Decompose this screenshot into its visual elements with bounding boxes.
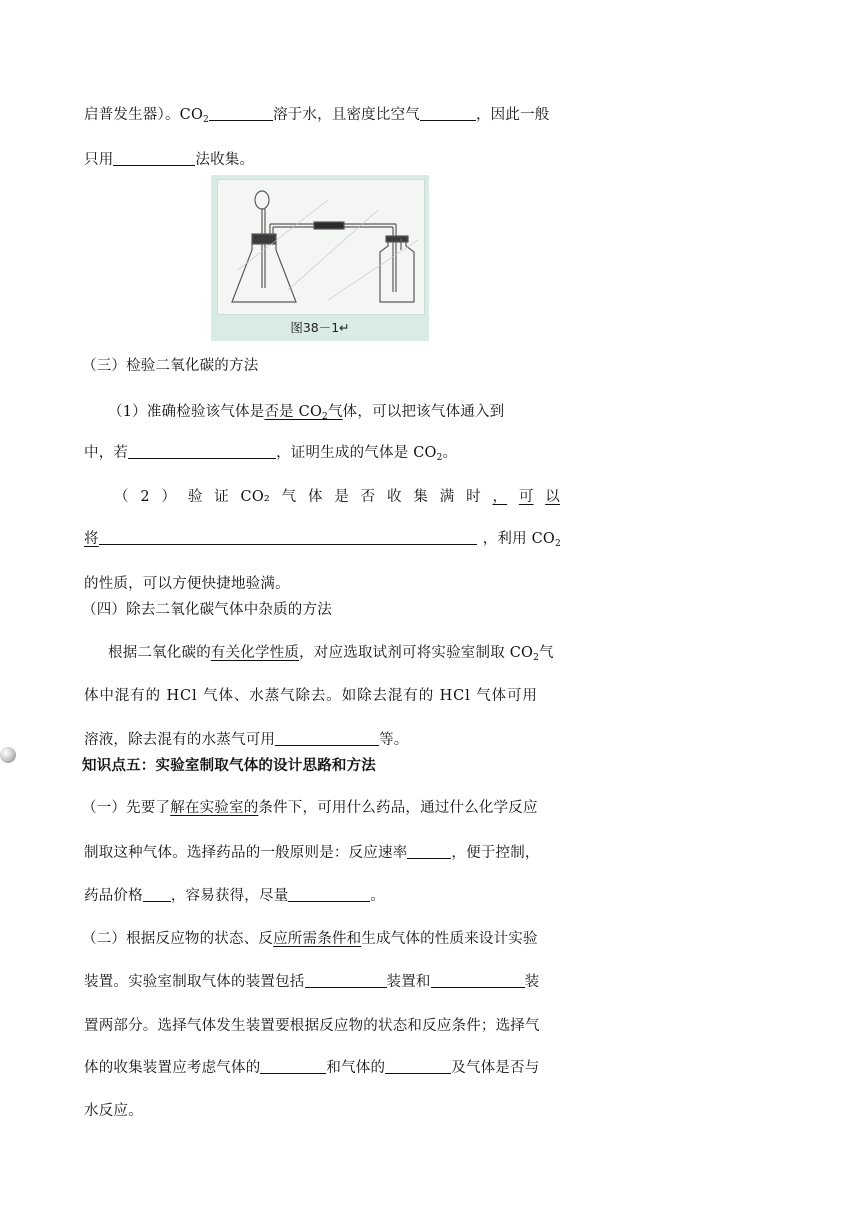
text-span: 。 <box>442 445 458 461</box>
text-line <box>84 105 560 130</box>
section-title: 知识点五：实验室制取气体的设计思路和方法 <box>82 757 376 774</box>
char: 气 <box>281 489 297 505</box>
text-span: ，因此一般 <box>475 107 550 123</box>
fill-blank[interactable] <box>275 731 379 746</box>
subscript: 2 <box>555 539 561 549</box>
text-line: 置两部分。选择气体发生装置要根据反应物的状态和反应条件；选择气 <box>84 1018 540 1034</box>
figure-image <box>217 179 425 315</box>
fill-blank[interactable] <box>113 151 195 166</box>
fill-blank[interactable] <box>431 973 525 988</box>
char: ） <box>161 489 177 505</box>
text-span: 只用 <box>84 152 114 168</box>
subscript: 2 <box>203 115 209 125</box>
fill-blank[interactable] <box>288 887 370 902</box>
text-line <box>84 730 560 750</box>
text-span: 等。 <box>379 732 409 748</box>
char: （ <box>114 489 129 505</box>
fill-blank[interactable] <box>305 973 387 988</box>
text-span: 体的收集装置应考虑气体的 <box>84 1060 261 1076</box>
text-span: 装置。实验室制取气体的装置包括 <box>84 974 305 990</box>
text-span: 生成气体的性质来设计实验 <box>361 931 538 947</box>
char: 证 <box>214 489 229 505</box>
text-line <box>108 643 560 668</box>
text-span: 溶液，除去混有的水蒸气可用 <box>84 732 276 748</box>
char: 否 <box>360 489 376 505</box>
text-line <box>108 402 560 427</box>
text-span: （1）准确检验该气体是 <box>108 404 265 420</box>
text-span: 。 <box>370 888 386 904</box>
text-span: 制取这种气体。选择药品的一般原则是：反应速率 <box>84 845 408 861</box>
fill-blank[interactable] <box>209 106 273 121</box>
text-span: 启普发生器）。CO <box>84 107 204 123</box>
fill-blank[interactable] <box>420 106 476 121</box>
text-line <box>84 1058 560 1078</box>
char: 2 <box>140 489 150 505</box>
char: 满 <box>439 489 455 505</box>
char: 集 <box>413 489 429 505</box>
text-span: 法收集。 <box>195 152 255 168</box>
text-line <box>84 443 560 468</box>
text-line: 水反应。 <box>84 1103 143 1119</box>
gas-apparatus-illustration <box>218 180 424 314</box>
underlined-text: 有关化学性质 <box>210 645 300 661</box>
underlined-text: 否是 $CO_2$气 <box>264 404 343 422</box>
fill-blank[interactable] <box>143 887 171 902</box>
text-span: ，容易获得，尽量 <box>170 888 289 904</box>
fill-blank[interactable] <box>385 1059 451 1074</box>
fill-blank[interactable] <box>128 444 276 459</box>
text-span: （一）先要了 <box>82 800 171 816</box>
text-span: 装置和 <box>386 974 431 990</box>
fill-blank[interactable] <box>260 1059 326 1074</box>
subscript: 2 <box>436 453 443 463</box>
char: 验 <box>187 489 203 505</box>
fill-blank[interactable] <box>407 844 451 859</box>
char: 体 <box>307 489 323 505</box>
text-line <box>84 529 560 554</box>
char: 以 <box>545 489 560 505</box>
text-span: ，利用 CO <box>482 531 555 547</box>
text-span: 装 <box>524 974 540 990</box>
char: 可 <box>518 489 534 505</box>
text-line <box>84 972 560 992</box>
figure-caption: 图38－1↵ <box>290 320 350 335</box>
text-line: 体中混有的 HCl 气体、水蒸气除去。如除去混有的 HCl 气体可用 <box>84 688 538 704</box>
text-span: 条件下，可用什么药品，通过什么化学反应 <box>258 800 538 816</box>
text-span: ，证明生成的气体是 CO <box>276 445 437 461</box>
underlined-text: 应所需条件和 <box>273 931 362 947</box>
section-title: （四）除去二氧化碳气体中杂质的方法 <box>82 602 332 618</box>
text-span: 溶于水，且密度比空气 <box>272 107 420 123</box>
margin-bullet-icon <box>0 747 16 763</box>
text-line: 的性质，可以方便快捷地验满。 <box>84 576 290 592</box>
text-span: （二）根据反应物的状态、反 <box>82 931 274 947</box>
text-line <box>84 886 560 906</box>
text-line <box>84 843 560 863</box>
text-span: ，对应选取试剂可将实验室制取 CO <box>299 645 534 661</box>
spaced-text-line <box>114 487 560 507</box>
text-span: 将 <box>84 531 99 547</box>
char: 时 <box>466 489 481 505</box>
char: CO₂ <box>240 489 270 505</box>
char: 收 <box>387 489 402 505</box>
underlined-text: 解在实验室的 <box>170 800 259 816</box>
section-title: （三）检验二氧化碳的方法 <box>82 358 259 374</box>
apparatus-figure <box>211 175 429 341</box>
text-span: 气 <box>539 645 554 661</box>
text-span: 及气体是否与 <box>451 1060 540 1076</box>
text-span: 体，可以把该气体通入到 <box>342 404 505 420</box>
subscript: 2 <box>533 653 540 663</box>
char: ， <box>492 489 508 505</box>
text-span: 根据二氧化碳的 <box>108 645 211 661</box>
text-line <box>82 798 558 818</box>
text-span: 和气体的 <box>326 1060 386 1076</box>
char: 是 <box>334 489 350 505</box>
fill-blank[interactable] <box>99 530 477 545</box>
text-line <box>82 929 558 949</box>
text-span: 药品价格 <box>84 888 143 904</box>
text-line <box>84 150 560 170</box>
text-span: ，便于控制， <box>451 845 540 861</box>
text-span: 中，若 <box>84 445 129 461</box>
